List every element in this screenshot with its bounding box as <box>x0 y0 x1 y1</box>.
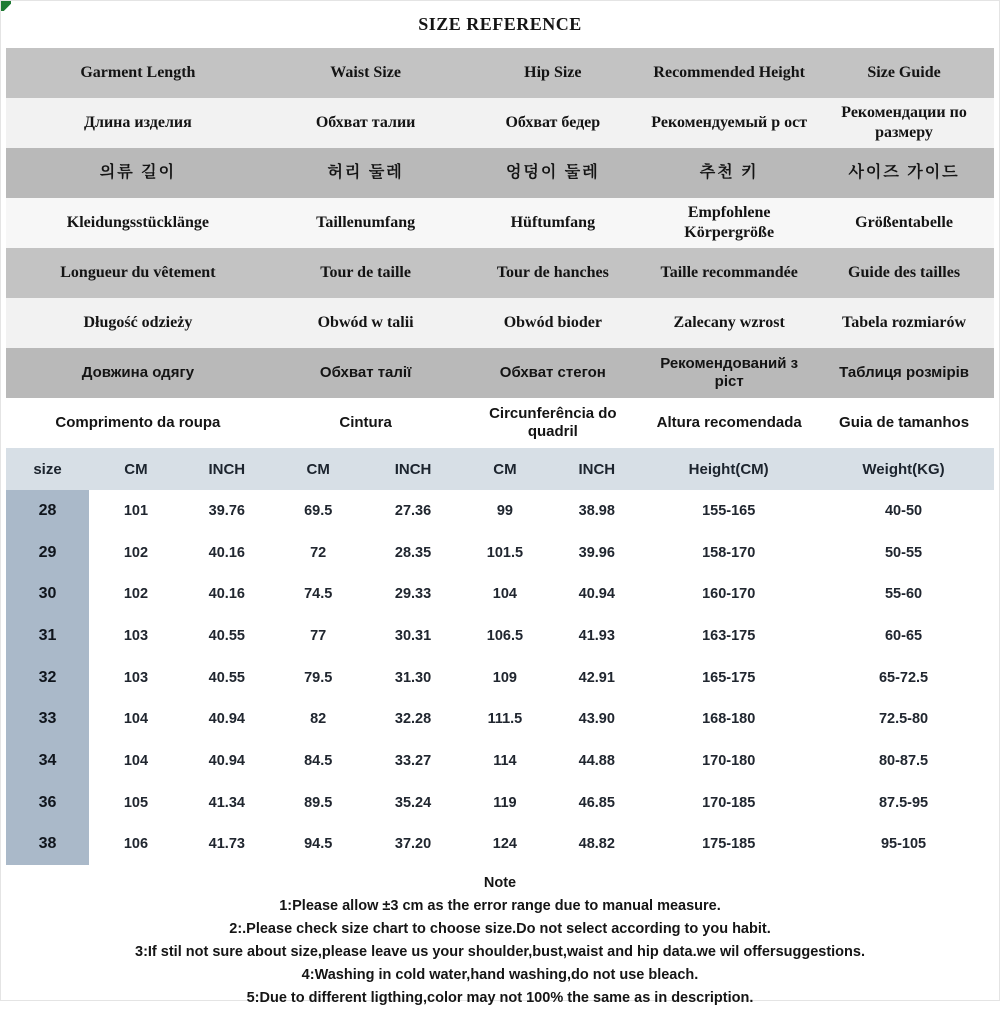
lang-cell: Обхват стегон <box>499 363 606 381</box>
lang-cell: Hip Size <box>524 64 582 82</box>
note-line: 1:Please allow ±3 cm as the error range due to manual measure. <box>279 898 721 915</box>
lang-cell: Longueur du vêtement <box>60 264 216 282</box>
table-cell: 101.5 <box>486 544 524 561</box>
lang-row-german <box>6 198 994 248</box>
notes-heading: Note <box>483 875 517 892</box>
table-cell: 32.28 <box>394 711 432 728</box>
table-cell: 40.94 <box>578 586 615 603</box>
table-cell: 158-170 <box>702 544 756 561</box>
table-cell: 37.20 <box>394 836 432 853</box>
table-cell: 50-55 <box>884 544 923 561</box>
lang-cell: Рекомендуемый р ост <box>651 114 808 132</box>
table-cell: 84.5 <box>304 752 333 769</box>
table-cell: 38.98 <box>578 502 615 519</box>
lang-row-russian <box>6 98 994 148</box>
table-cell: 72 <box>310 544 327 561</box>
table-row <box>6 532 994 574</box>
size-label: 36 <box>6 782 89 824</box>
table-cell: 60-65 <box>884 627 923 644</box>
lang-cell: Waist Size <box>330 64 401 82</box>
column-header-cm: CM <box>306 460 330 478</box>
table-cell: 35.24 <box>394 794 432 811</box>
table-cell: 99 <box>496 502 513 519</box>
lang-cell: Hüftumfang <box>510 214 596 232</box>
table-cell: 160-170 <box>702 586 756 603</box>
column-header-size: size <box>33 460 62 478</box>
table-cell: 82 <box>310 711 327 728</box>
table-cell: 69.5 <box>304 502 333 519</box>
lang-cell: Comprimento da roupa <box>55 413 221 431</box>
lang-cell: Таблиця розмірів <box>839 363 970 381</box>
lang-cell: Guide des tailles <box>848 264 961 282</box>
table-cell: 87.5-95 <box>878 794 929 811</box>
lang-cell: Taille recommandée <box>660 264 798 282</box>
lang-row-portuguese <box>6 398 994 448</box>
table-cell: 101 <box>123 502 149 519</box>
table-cell: 29.33 <box>394 586 432 603</box>
table-cell: 163-175 <box>702 627 756 644</box>
lang-cell: Recommended Height <box>653 64 805 82</box>
table-cell: 40.94 <box>208 752 245 769</box>
table-row <box>6 490 994 532</box>
table-cell: 33.27 <box>394 752 432 769</box>
table-cell: 170-180 <box>702 752 756 769</box>
table-cell: 42.91 <box>578 669 615 686</box>
lang-row-ukrainian <box>6 348 994 398</box>
lang-cell: Empfohlene Körpergröße <box>684 204 775 241</box>
table-cell: 103 <box>123 627 149 644</box>
table-cell: 105 <box>123 794 149 811</box>
note-line: 2:.Please check size chart to choose size.Do not select according to you habit. <box>229 921 771 938</box>
table-cell: 27.36 <box>394 502 432 519</box>
size-table-header <box>6 448 994 490</box>
lang-cell: 의류 길이 <box>99 164 177 182</box>
lang-cell: Рекомендации по размеру <box>841 104 967 141</box>
table-cell: 77 <box>310 627 327 644</box>
table-cell: 41.73 <box>208 836 245 853</box>
table-cell: 114 <box>493 752 517 769</box>
column-header-weight: Weight(KG) <box>862 460 945 478</box>
size-label: 32 <box>6 657 89 699</box>
table-row <box>6 824 994 866</box>
table-cell: 44.88 <box>578 752 615 769</box>
table-cell: 94.5 <box>304 836 333 853</box>
column-header-inch: INCH <box>208 460 246 478</box>
table-cell: 39.76 <box>208 502 245 519</box>
note-line: 5:Due to different ligthing,color may not 100% the same as in description. <box>246 990 754 1007</box>
lang-cell: Рекомендований з ріст <box>660 354 799 390</box>
size-label: 33 <box>6 698 89 740</box>
column-header-inch: INCH <box>578 460 616 478</box>
table-cell: 102 <box>123 544 149 561</box>
table-cell: 79.5 <box>304 669 333 686</box>
table-cell: 165-175 <box>702 669 756 686</box>
column-header-height: Height(CM) <box>688 460 769 478</box>
note-line: 3:If stil not sure about size,please leave us your shoulder,bust,waist and hip data.we wil offersuggestions. <box>135 944 865 961</box>
table-cell: 95-105 <box>880 836 927 853</box>
table-cell: 41.93 <box>578 627 615 644</box>
lang-cell: Größentabelle <box>855 214 953 232</box>
lang-cell: Circunferência do quadril <box>489 404 617 440</box>
lang-row-polish <box>6 298 994 348</box>
table-cell: 119 <box>493 794 517 811</box>
table-row <box>6 698 994 740</box>
lang-cell: 추천 키 <box>699 164 759 182</box>
lang-cell: Altura recomendada <box>656 413 802 431</box>
table-cell: 175-185 <box>702 836 756 853</box>
lang-cell: Tour de taille <box>320 264 411 282</box>
lang-cell: Kleidungsstücklänge <box>66 214 210 232</box>
lang-cell: Cintura <box>339 413 392 431</box>
lang-cell: Обхват талії <box>319 363 412 381</box>
table-cell: 48.82 <box>578 836 615 853</box>
lang-cell: Длина изделия <box>83 114 192 132</box>
table-cell: 39.96 <box>578 544 615 561</box>
table-cell: 104 <box>492 586 517 603</box>
lang-cell: Обхват талии <box>315 114 416 132</box>
size-label: 38 <box>6 824 89 866</box>
lang-cell: Zalecany wzrost <box>673 314 785 332</box>
table-row <box>6 615 994 657</box>
lang-row-english <box>6 48 994 98</box>
table-cell: 103 <box>123 669 149 686</box>
table-cell: 43.90 <box>578 711 615 728</box>
table-cell: 80-87.5 <box>878 752 929 769</box>
table-cell: 104 <box>123 752 149 769</box>
table-cell: 106.5 <box>486 627 524 644</box>
table-cell: 74.5 <box>304 586 333 603</box>
lang-cell: Tour de hanches <box>496 264 609 282</box>
lang-cell: Taillenumfang <box>316 214 416 232</box>
table-cell: 40-50 <box>884 502 923 519</box>
table-cell: 72.5-80 <box>878 711 929 728</box>
size-label: 30 <box>6 573 89 615</box>
table-cell: 40.94 <box>208 711 245 728</box>
table-cell: 40.55 <box>208 627 245 644</box>
table-cell: 46.85 <box>578 794 615 811</box>
lang-cell: Обхват бедер <box>505 114 601 132</box>
table-cell: 89.5 <box>304 794 333 811</box>
table-cell: 168-180 <box>702 711 756 728</box>
lang-cell: Obwód bioder <box>503 314 602 332</box>
table-cell: 124 <box>492 836 517 853</box>
table-cell: 30.31 <box>394 627 432 644</box>
table-cell: 106 <box>123 836 149 853</box>
table-row <box>6 657 994 699</box>
size-label: 31 <box>6 615 89 657</box>
notes-section <box>6 872 994 1010</box>
table-cell: 170-185 <box>702 794 756 811</box>
lang-cell: Guia de tamanhos <box>839 413 970 431</box>
table-cell: 102 <box>123 586 149 603</box>
note-line: 4:Washing in cold water,hand washing,do not use bleach. <box>301 967 699 984</box>
lang-cell: Długość odzieży <box>83 314 193 332</box>
lang-cell: Size Guide <box>867 64 941 82</box>
lang-row-french <box>6 248 994 298</box>
table-row <box>6 573 994 615</box>
column-header-cm: CM <box>493 460 517 478</box>
table-cell: 40.16 <box>208 544 245 561</box>
table-cell: 41.34 <box>208 794 245 811</box>
lang-cell: Obwód w talii <box>317 314 414 332</box>
size-label: 28 <box>6 490 89 532</box>
table-cell: 31.30 <box>394 669 432 686</box>
lang-cell: Garment Length <box>80 64 196 82</box>
table-row <box>6 782 994 824</box>
size-label: 29 <box>6 532 89 574</box>
column-header-inch: INCH <box>394 460 432 478</box>
table-cell: 155-165 <box>702 502 756 519</box>
table-cell: 109 <box>492 669 517 686</box>
lang-cell: Довжина одягу <box>81 363 195 381</box>
lang-row-korean <box>6 148 994 198</box>
table-cell: 40.16 <box>208 586 245 603</box>
size-label: 34 <box>6 740 89 782</box>
lang-cell: 사이즈 가이드 <box>848 164 960 182</box>
lang-cell: Tabela rozmiarów <box>842 314 967 332</box>
table-cell: 28.35 <box>394 544 432 561</box>
column-header-cm: CM <box>124 460 148 478</box>
page-title: SIZE REFERENCE <box>418 14 582 34</box>
table-cell: 65-72.5 <box>878 669 929 686</box>
table-cell: 40.55 <box>208 669 245 686</box>
table-cell: 104 <box>123 711 149 728</box>
lang-cell: 엉덩이 둘레 <box>505 164 600 182</box>
table-row <box>6 740 994 782</box>
lang-cell: 허리 둘레 <box>327 164 404 182</box>
table-cell: 111.5 <box>487 711 523 728</box>
table-cell: 55-60 <box>884 586 923 603</box>
